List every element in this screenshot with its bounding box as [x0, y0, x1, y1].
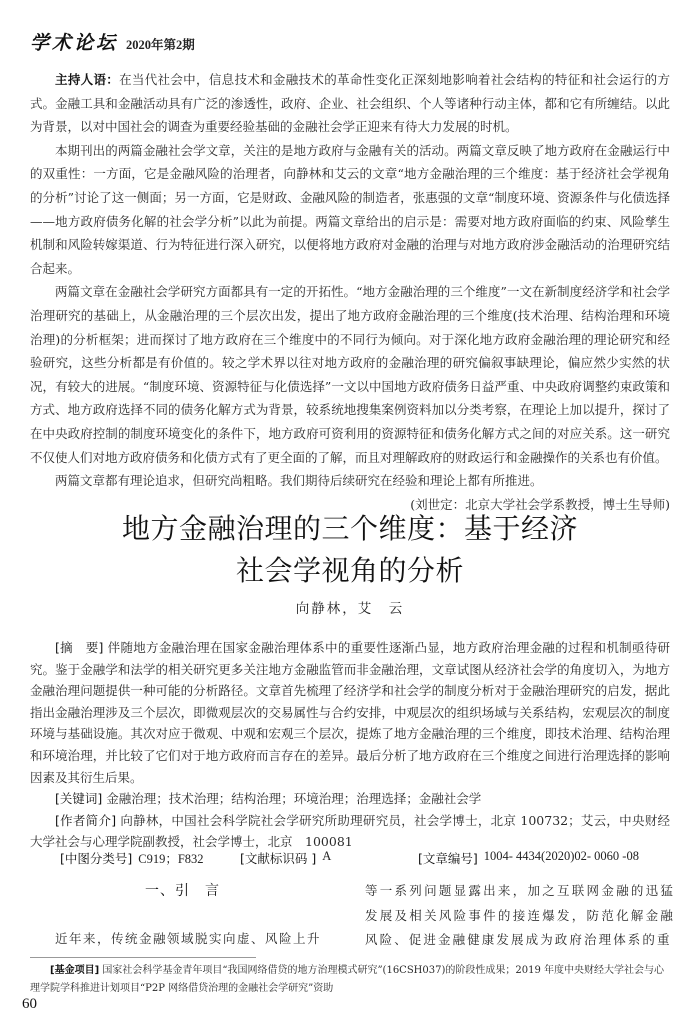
author-intro [30, 810, 670, 853]
document-code [240, 849, 418, 867]
clc-label: [中图分类号] [60, 851, 133, 866]
left-column-text: 近年来，传统金融领域脱实向虚、风险上升 [55, 931, 322, 946]
clc-value: C919；F832 [138, 852, 204, 866]
running-header [30, 28, 195, 55]
article-number [418, 849, 639, 867]
keywords-text: 金融治理；技术治理；结构治理；环境治理；治理选择；金融社会学 [106, 791, 482, 807]
abstract-block [30, 637, 670, 853]
fund-text: 国家社会科学基金青年项目“我国网络借贷的地方治理模式研究”(16CSH037)的阶段性成果；2019 年度中央财经大学社会与心理学院学科推进计划项目“P2P 网络借贷治理的金融社会学研究”资助 [30, 965, 665, 994]
author-intro-text: 向静林，中国社会科学院社会学研究所助理研究员，社会学博士，北京 100732；艾云，中央财经大学社会与心理学院副教授，社会学博士，北京 100081 [30, 812, 670, 850]
footnote-divider [30, 957, 256, 958]
host-signature: (刘世定：北京大学社会学系教授，博士生导师) [410, 496, 670, 512]
title-line-2: 社会学视角的分析 [235, 554, 464, 587]
host-paragraph-4: 两篇文章都有理论追求，但研究尚粗略。我们期待后续研究在经验和理论上都有所推进。 [55, 473, 543, 489]
keywords-label: [关键词] [55, 791, 103, 807]
article-no-label: [文章编号] [418, 851, 478, 866]
abstract [30, 637, 670, 788]
right-column-text: 等一系列问题显露出来，加之互联网金融的迅猛发展及相关风险事件的接连爆发，防范化解金融风险、促进金融健康发展成为政府治理体系的重 [365, 883, 675, 947]
author-intro-label: [作者简介] [55, 812, 117, 828]
article-no-value: 1004- 4434(2020)02- 0060 -08 [483, 849, 639, 863]
section-heading: 一、引 言 [145, 883, 220, 899]
abstract-text: 伴随地方金融治理在国家金融治理体系中的重要性逐渐凸显，地方政府治理金融的过程和机制亟待研究。鉴于金融学和法学的相关研究更多关注地方金融监管而非金融治理，文章试图从经济社会学的角度切入，为地方金融治理问题提供一种可能的分析路径。文章首先梳理了经济学和社会学的制度分析对于金融治理研究的启发，据此指出金融治理涉及三个层次，即微观层次的交易属性与合约安排，中观层次的组织场域与关系结构，宏观层次的制度环境与基础设施。其次对应于微观、中观和宏观三个层次，提炼了地方金融治理的三个维度，即技术治理、结构治理和环境治理，并比较了它们对于地方政府而言存在的差异。最后分析了地方政府在三个维度之间进行治理选择的影响因素及其衍生后果。 [30, 640, 670, 785]
keywords [30, 788, 670, 810]
host-paragraph-2: 本期刊出的两篇金融社会学文章，关注的是地方政府与金融有关的活动。两篇文章反映了地方政府在金融运行中的双重性：一方面，它是金融风险的治理者，向静林和艾云的文章“地方金融治理的三个维度：基于经济社会学视角的分析”讨论了这一侧面；另一方面，它是财政、金融风险的制造者，张惠强的文章“制度环境、资源条件与化债选择——地方政府债务化解的社会学分析”以此为前提。两篇文章给出的启示是：需要对地方政府面临的约束、风险孳生机制和风险转嫁渠道、行为特征进行深入研究，以便将地方政府对金融的治理与对地方政府涉金融活动的治理研究结合起来。 [30, 142, 670, 276]
host-paragraph-3: 两篇文章在金融社会学研究方面都具有一定的开拓性。“地方金融治理的三个维度”一文在新制度经济学和社会学治理研究的基础上，从金融治理的三个层次出发，提出了地方政府金融治理的三个维度(技术治理、结构治理和环境治理)的分析框架；进而探讨了地方政府在三个维度中的不同行为倾向。对于深化地方政府金融治理的理论研究和经验研究，这些分析都是有价值的。较之学术界以往对地方政府的金融治理的研究偏叙事缺理论，偏应然少实然的状况，有较大的进展。“制度环境、资源特征与化债选择”一文以中国地方政府债务日益严重、中央政府调整约束政策和方式、地方政府选择不同的债务化解方式为背景，较系统地搜集案例资料加以分类考察，在理论上加以提升，探讨了在中央政府控制的制度环境变化的条件下，地方政府可资利用的资源特征和债务化解方式之间的对应关系。这一研究不仅使人们对地方政府债务和化债方式有了更全面的了解，而且对理解政府的财政运行和金融操作的关系也有价值。 [30, 284, 670, 465]
host-label: 主持人语： [55, 72, 120, 87]
classification-row [60, 849, 680, 867]
article-title [0, 508, 700, 592]
title-line-1: 地方金融治理的三个维度：基于经济 [121, 512, 578, 545]
doc-code-value: A [322, 849, 332, 863]
clc-number [60, 849, 240, 867]
abstract-label: [摘 要] [55, 640, 104, 655]
doc-code-label: [文献标识码 ] [240, 851, 317, 866]
left-column [30, 870, 335, 951]
issue-label: 2020年第2期 [126, 38, 195, 52]
journal-logo: 学术论坛 [30, 32, 119, 54]
article-authors: 向静林，艾 云 [295, 601, 405, 617]
page-number: 60 [22, 996, 37, 1012]
host-remarks [30, 68, 670, 516]
host-paragraph-1: 主持人语：在当代社会中，信息技术和金融技术的革命性变化正深刻地影响着社会结构的特征和社会运行的方式。金融工具和金融活动具有广泛的渗透性，政府、企业、社会组织、个人等诸种行动主体，都和它有所缠结。以此为背景，以对中国社会的调查为重要经验基础的金融社会学正迎来有待大力发展的时机。 [30, 72, 670, 135]
footnote [30, 962, 670, 998]
fund-label: [基金项目] [50, 965, 100, 976]
